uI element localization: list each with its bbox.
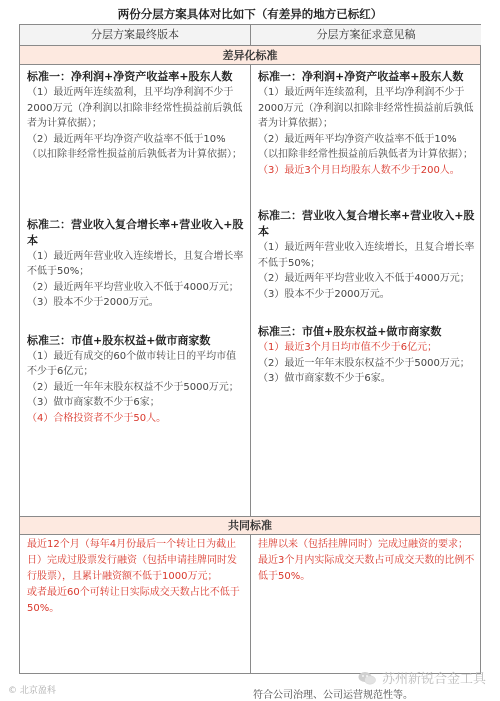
right-s2-item-1: （1）最近两年营业收入连续增长，且复合增长率不低于50%；: [258, 242, 475, 269]
right-s1-item-2: （2）最近两年平均净资产收益率不低于10%（以扣除非经常性损益前后孰低者为计算依据）；: [258, 133, 473, 160]
common-right-p2: 最近3个月内实际成交天数占可成交天数的比例不低于50%。: [258, 555, 475, 582]
band-differentiated: 差异化标准: [222, 49, 278, 62]
right-s3-item-3: （3）做市商家数不少于6家。: [258, 373, 391, 384]
left-s3-item-3: （3）做市商家数不少于6家；: [27, 397, 160, 408]
left-s3-item-2: （2）最近一年年末股东权益不少于5000万元；: [27, 381, 239, 393]
left-s1-item-1: （1）最近两年连续盈利，且平均净利润不少于2000万元（净利润以扣除非经常性损益前后孰低者为计算依据）；: [27, 87, 243, 129]
left-standard-3-title: 标准三：市值+股东权益+做市商家数: [27, 333, 211, 347]
right-column: [258, 69, 476, 387]
common-right-p1: 挂牌以来（包括挂牌同时）完成过融资的要求；: [258, 539, 468, 550]
right-standard-3-title: 标准三：市值+股东权益+做市商家数: [258, 325, 442, 338]
watermark-left-text: © 北京盈科: [8, 686, 56, 696]
left-column: [27, 69, 245, 426]
right-s3-item-2: （2）最近一年年末股东权益不少于5000万元；: [258, 357, 470, 369]
common-left: [27, 537, 245, 617]
comparison-table: [19, 24, 481, 674]
left-s2-item-3: （3）股本不少于2000万元。: [27, 297, 159, 308]
left-s1-item-2: （2）最近两年平均净资产收益率不低于10%（以扣除非经常性损益前后孰低者为计算依据）；: [27, 133, 242, 160]
left-s2-item-2: （2）最近两年平均营业收入不低于4000万元；: [27, 281, 239, 293]
common-right: [258, 537, 476, 585]
wechat-icon: [358, 671, 376, 685]
right-s1-item-3: （3）最近3个月日均股东人数不少于200人。: [258, 164, 460, 176]
left-s3-item-1: （1）最近有成交的60个做市转让日的平均市值不少于6亿元；: [27, 350, 237, 377]
footer-note: 符合公司治理、公司运营规范性等。: [253, 690, 413, 701]
left-s3-item-4: （4）合格投资者不少于50人。: [27, 412, 167, 424]
watermark-right-text: 苏州新锐合金工具: [381, 672, 486, 687]
header-left: 分层方案最终版本: [20, 25, 250, 45]
left-s2-item-1: （1）最近两年营业收入连续增长，且复合增长率不低于50%；: [27, 250, 244, 277]
left-standard-2-title: 标准二：营业收入复合增长率+营业收入+股本: [27, 217, 244, 247]
right-s2-item-2: （2）最近两年平均营业收入不低于4000万元；: [258, 273, 470, 284]
common-left-p2: 或者最近60个可转让日实际成交天数占比不低于50%。: [27, 587, 240, 614]
right-s2-item-3: （3）股本不少于2000万元。: [258, 288, 390, 300]
left-standard-1-title: 标准一：净利润+净资产收益率+股东人数: [27, 70, 233, 83]
right-s1-item-1: （1）最近两年连续盈利，且平均净利润不少于2000万元（净利润以扣除非经常性损益前后孰低者为计算依据）；: [258, 87, 474, 129]
page-title: 两份分层方案具体对比如下（有差异的地方已标红）: [117, 7, 383, 21]
header-right: 分层方案征求意见稿: [251, 25, 481, 45]
right-standard-1-title: 标准一：净利润+净资产收益率+股东人数: [258, 70, 464, 83]
right-s3-item-1: （1）最近3个月日均市值不少于6亿元；: [258, 342, 438, 353]
right-standard-2-title: 标准二：营业收入复合增长率+营业收入+股本: [258, 209, 475, 238]
watermark-left: [8, 683, 56, 696]
watermark-right: [358, 668, 486, 687]
common-left-p1: 最近12个月（每年4月份最后一个转让日为截止日）完成过股票发行融资（包括申请挂牌同时发行股票），且累计融资额不低于1000万元；: [27, 539, 237, 582]
band-common: 共同标准: [228, 519, 272, 532]
